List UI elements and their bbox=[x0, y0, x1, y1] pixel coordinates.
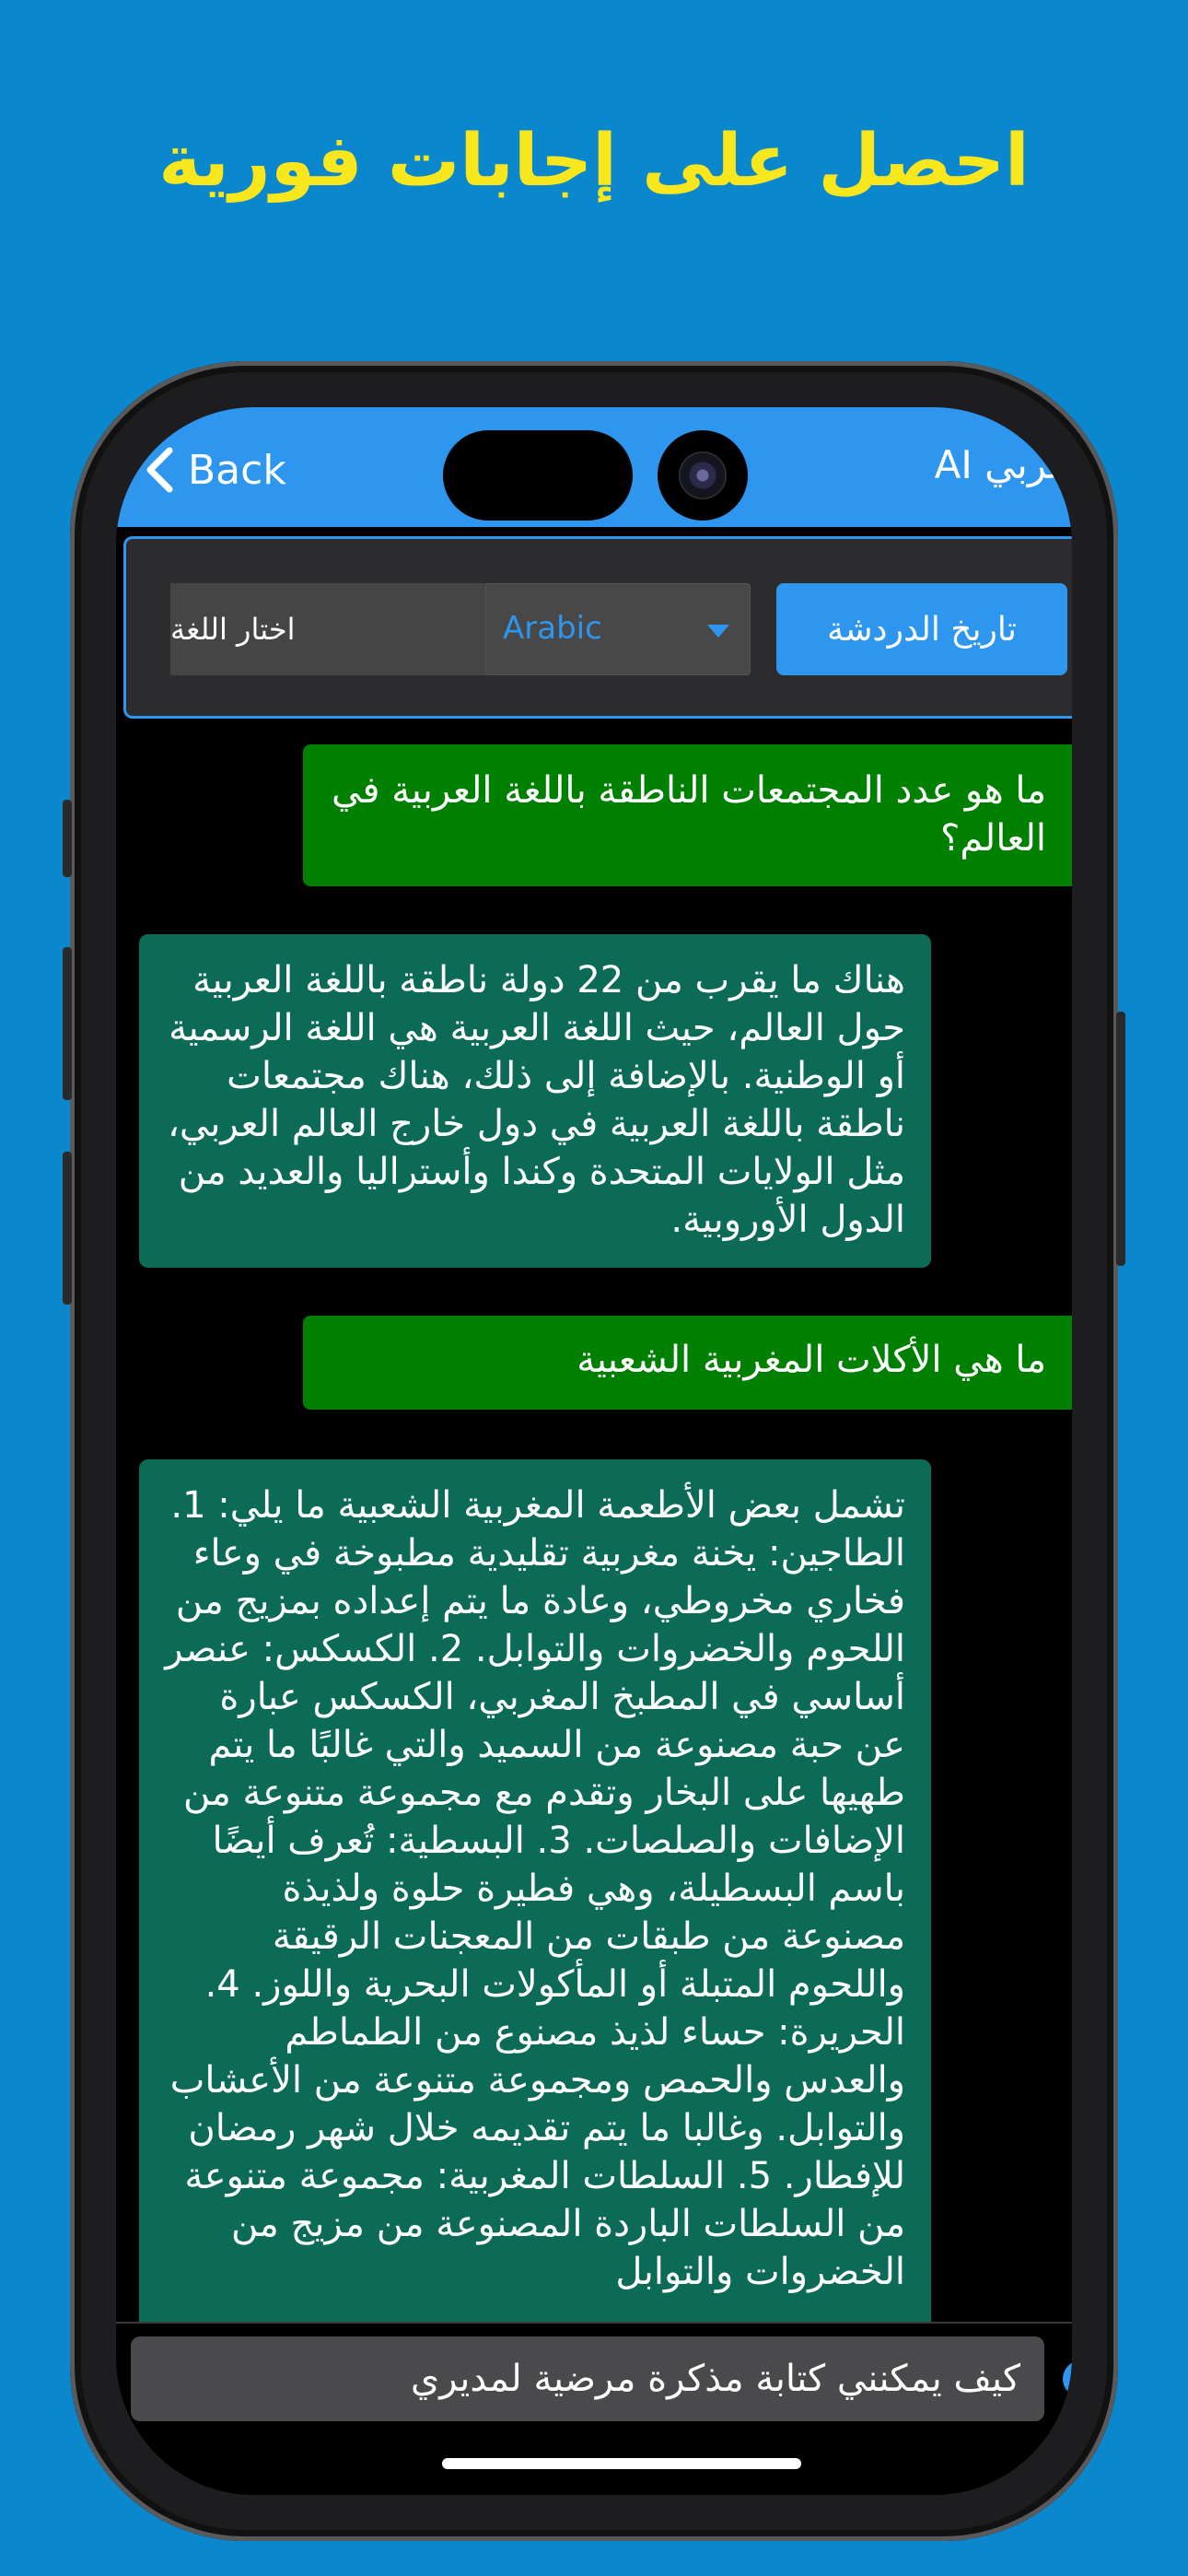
chevron-left-icon bbox=[144, 447, 175, 493]
camera-icon bbox=[658, 430, 748, 521]
home-indicator bbox=[442, 2458, 801, 2469]
send-button[interactable] bbox=[1063, 2360, 1072, 2397]
power-button bbox=[1116, 1012, 1125, 1266]
back-label: Back bbox=[188, 446, 286, 494]
app-screen bbox=[116, 407, 1072, 2495]
chat-history-button[interactable]: تاريخ الدردشة bbox=[776, 583, 1067, 675]
user-message: ما هو عدد المجتمعات الناطقة باللغة العربية في العالم؟ bbox=[303, 744, 1072, 886]
user-message: ما هي الأكلات المغربية الشعبية bbox=[303, 1316, 1072, 1410]
caret-down-icon bbox=[707, 625, 729, 638]
promo-headline: احصل على إجابات فورية bbox=[158, 120, 1030, 203]
language-select-value: Arabic bbox=[503, 610, 602, 647]
volume-down-button bbox=[63, 1152, 72, 1305]
chat-list[interactable] bbox=[116, 737, 1072, 2322]
assistant-message: هناك ما يقرب من 22 دولة ناطقة باللغة العربية حول العالم، حيث اللغة العربية هي اللغة الرسمية أو الوطنية. بالإضافة إلى ذلك، هناك مجتمعات ناطقة باللغة العربية في دول خارج العالم العربي، مثل الولايات المتحدة وكندا وأستراليا والعديد من الدول الأوروبية. bbox=[139, 934, 931, 1268]
language-label: اختار اللغة bbox=[170, 583, 493, 675]
back-button[interactable] bbox=[144, 444, 286, 496]
language-panel bbox=[123, 536, 1072, 719]
assistant-message: تشمل بعض الأطعمة المغربية الشعبية ما يلي: 1. الطاجين: يخنة مغربية تقليدية مطبوخة في وعاء فخاري مخروطي، وعادة ما يتم إعداده بمزيج من اللحوم والخضروات والتوابل. 2. الكسكس: عنصر أساسي في المطبخ المغربي، الكسكس عبارة عن حبة مصنوعة من السميد والتي غالبًا ما يتم طهيها على البخار وتقدم مع مجموعة متنوعة من الإضافات والصلصات. 3. البسطية: تُعرف أيضًا باسم البسطيلة، وهي فطيرة حلوة ولذيذة مصنوعة من طبقات من المعجنات الرقيقة واللحوم المتبلة أو المأكولات البحرية واللوز. 4. الحريرة: حساء لذيذ مصنوع من الطماطم والعدس والحمص ومجموعة متنوعة من الأعشاب والتوابل. وغالبا ما يتم تقديمه خلال شهر رمضان للإفطار. 5. السلطات المغربية: مجموعة متنوعة من السلطات الباردة المصنوعة من مزيج من الخضروات والتوابل bbox=[139, 1459, 931, 2322]
phone-frame bbox=[70, 361, 1118, 2541]
dynamic-island bbox=[443, 430, 633, 521]
nav-title: AI عربي bbox=[934, 442, 1072, 487]
volume-up-button bbox=[63, 947, 72, 1100]
mute-switch bbox=[63, 800, 72, 877]
language-select[interactable] bbox=[485, 583, 751, 675]
message-input[interactable] bbox=[131, 2336, 1044, 2421]
